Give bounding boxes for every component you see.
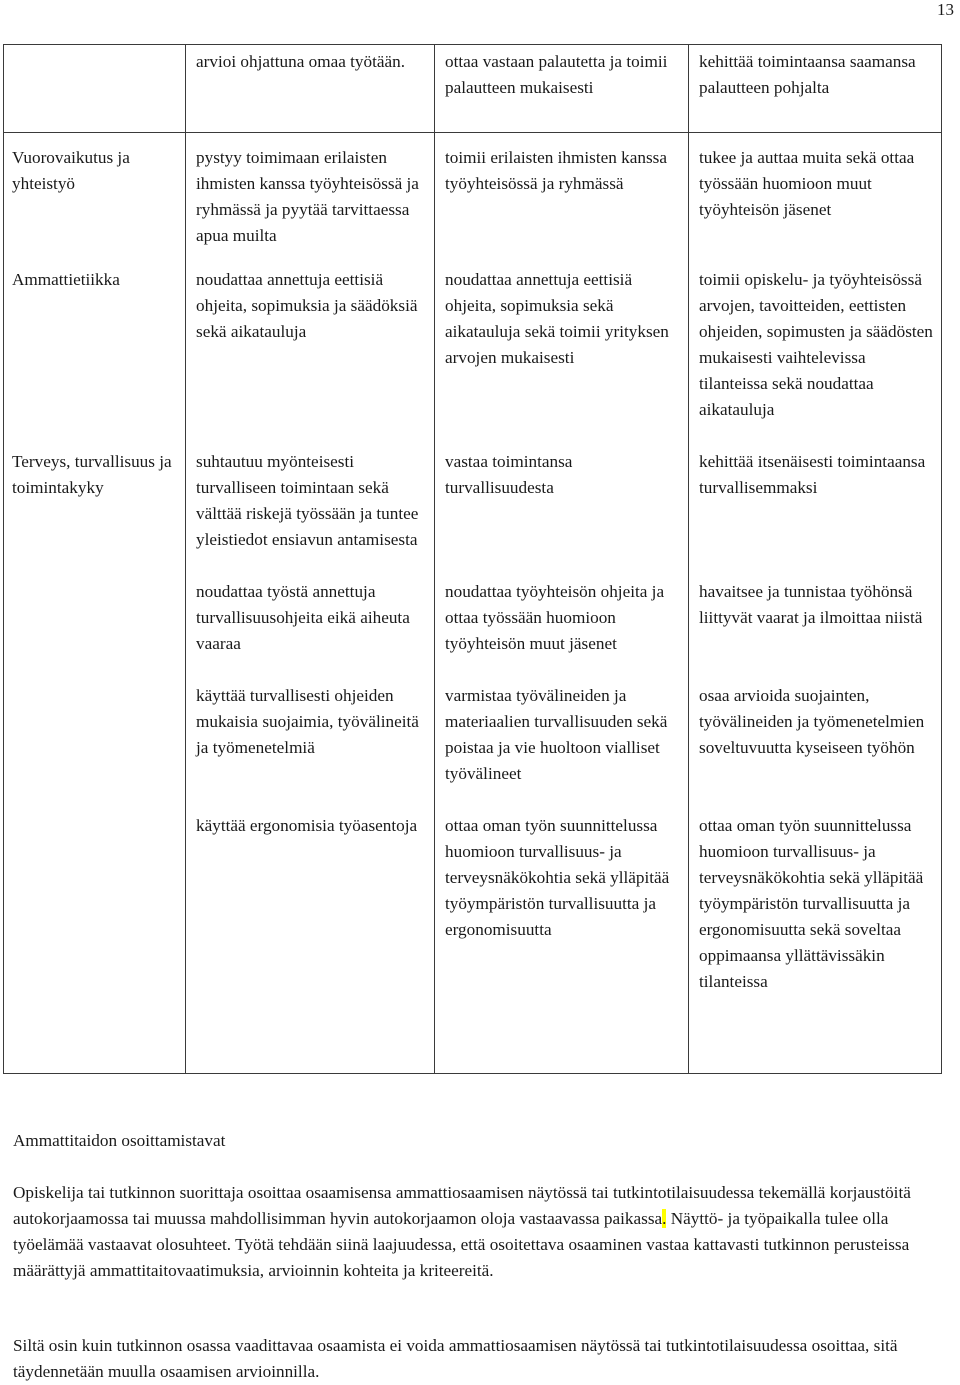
criteria-text: arvioi ohjattuna omaa työtään. (196, 52, 406, 71)
criteria-text: käyttää ergonomisia työasentoja (196, 815, 418, 835)
criteria-cell-excellent (689, 45, 942, 133)
area-label: Terveys, turvallisuus ja toimintakyky (12, 451, 172, 497)
assessment-criteria-table (3, 44, 942, 1074)
area-cell (4, 133, 186, 263)
table-row (4, 133, 942, 263)
criteria-text: kehittää itsenäisesti toimintaansa turvallisemmaksi (699, 451, 926, 497)
criteria-text: toimii erilaisten ihmisten kanssa työyhteisössä ja ryhmässä (445, 148, 667, 193)
body-paragraph (13, 1180, 943, 1284)
criteria-text: ottaa oman työn suunnittelussa huomioon turvallisuus- ja terveysnäkökohtia sekä ylläpitää työympäristön turvallisuutta ja ergonomisuutta sekä soveltaa oppimaansa yllättävissäkin tilanteissa (699, 815, 924, 991)
criteria-text: noudattaa työstä annettuja turvallisuusohjeita eikä aiheuta vaaraa (196, 581, 410, 653)
table-row (4, 443, 942, 1074)
criteria-cell-excellent (689, 443, 942, 1074)
criteria-text: suhtautuu myönteisesti turvalliseen toimintaan sekä välttää riskejä työssään ja tuntee yleistiedot ensiavun antamisesta (196, 451, 419, 549)
criteria-text: havaitsee ja tunnistaa työhönsä liittyvät vaarat ja ilmoittaa niistä (699, 581, 923, 627)
criteria-text: pystyy toimimaan erilaisten ihmisten kanssa työyhteisössä ja ryhmässä ja pyytää tarvittaessa apua muilta (196, 148, 419, 245)
area-label: Vuorovaikutus ja yhteistyö (12, 148, 130, 193)
section-heading: Ammattitaidon osoittamistavat (13, 1131, 226, 1150)
body-paragraph: Siltä osin kuin tutkinnon osassa vaadittavaa osaamista ei voida ammattiosaamisen näytössä tai tutkintotilaisuudessa osoittaa, sitä täydennetään muulla osaamisen arvioinnilla. (13, 1336, 898, 1381)
criteria-text: kehittää toimintaansa saamansa palautteen pohjalta (699, 52, 916, 97)
area-cell (4, 443, 186, 1074)
paragraph-text: Opiskelija tai tutkinnon suorittaja osoittaa osaamisensa ammattiosaamisen näytössä tai tutkintotilaisuudessa tekemällä korjaustöitä autokorjaamossa tai muussa mahdollisimman hyvin autokorjaamon oloja vastaavassa paikassa (13, 1183, 911, 1228)
criteria-cell-excellent (689, 263, 942, 443)
criteria-text: tukee ja auttaa muita sekä ottaa työssään huomioon muut työyhteisön jäsenet (699, 148, 915, 219)
criteria-cell-good (435, 263, 689, 443)
area-label: Ammattietiikka (12, 269, 120, 289)
criteria-text: noudattaa työyhteisön ohjeita ja ottaa työssään huomioon työyhteisön muut jäsenet (445, 581, 665, 653)
table-row (4, 263, 942, 443)
criteria-cell-good (435, 45, 689, 133)
criteria-text: noudattaa annettuja eettisiä ohjeita, sopimuksia ja säädöksiä sekä aikatauluja (196, 269, 418, 341)
table-row (4, 45, 942, 133)
criteria-text: vastaa toimintansa turvallisuudesta (445, 451, 573, 497)
criteria-cell-satisfactory (186, 263, 435, 443)
criteria-text: osaa arvioida suojainten, työvälineiden ja työmenetelmien soveltuvuutta kyseiseen työhön (699, 685, 925, 757)
criteria-cell-satisfactory (186, 133, 435, 263)
criteria-text: ottaa oman työn suunnittelussa huomioon turvallisuus- ja terveysnäkökohtia sekä ylläpitää työympäristön turvallisuutta ja ergonomisuutta (445, 815, 670, 939)
criteria-cell-good (435, 443, 689, 1074)
criteria-cell-excellent (689, 133, 942, 263)
criteria-text: varmistaa työvälineiden ja materiaalien turvallisuuden sekä poistaa ja vie huoltoon vialliset työvälineet (445, 685, 668, 783)
criteria-cell-satisfactory (186, 443, 435, 1074)
criteria-cell-good (435, 133, 689, 263)
highlight-mark: . (662, 1209, 667, 1228)
criteria-text: toimii opiskelu- ja työyhteisössä arvojen, tavoitteiden, eettisten ohjeiden, sopimusten ja säädösten mukaisesti vaihtelevissa tilanteissa sekä noudattaa aikatauluja (699, 269, 933, 419)
criteria-text: noudattaa annettuja eettisiä ohjeita, sopimuksia sekä aikatauluja sekä toimii yrityksen arvojen mukaisesti (445, 269, 669, 367)
page-number: 13 (937, 0, 954, 19)
criteria-text: ottaa vastaan palautetta ja toimii palautteen mukaisesti (445, 52, 668, 97)
criteria-text: käyttää turvallisesti ohjeiden mukaisia suojaimia, työvälineitä ja työmenetelmiä (196, 685, 419, 757)
area-cell (4, 45, 186, 133)
area-cell (4, 263, 186, 443)
criteria-cell-satisfactory (186, 45, 435, 133)
paragraph-text: Näyttö- ja työpaikalla tulee olla työelämää vastaavat olosuhteet. Työtä tehdään siinä laajuudessa, että osoitettava osaaminen vastaa kattavasti tutkinnon perusteissa määrättyjä ammattitaitovaatimuksia, arvioinnin kohteita ja kriteereitä. (13, 1209, 910, 1280)
